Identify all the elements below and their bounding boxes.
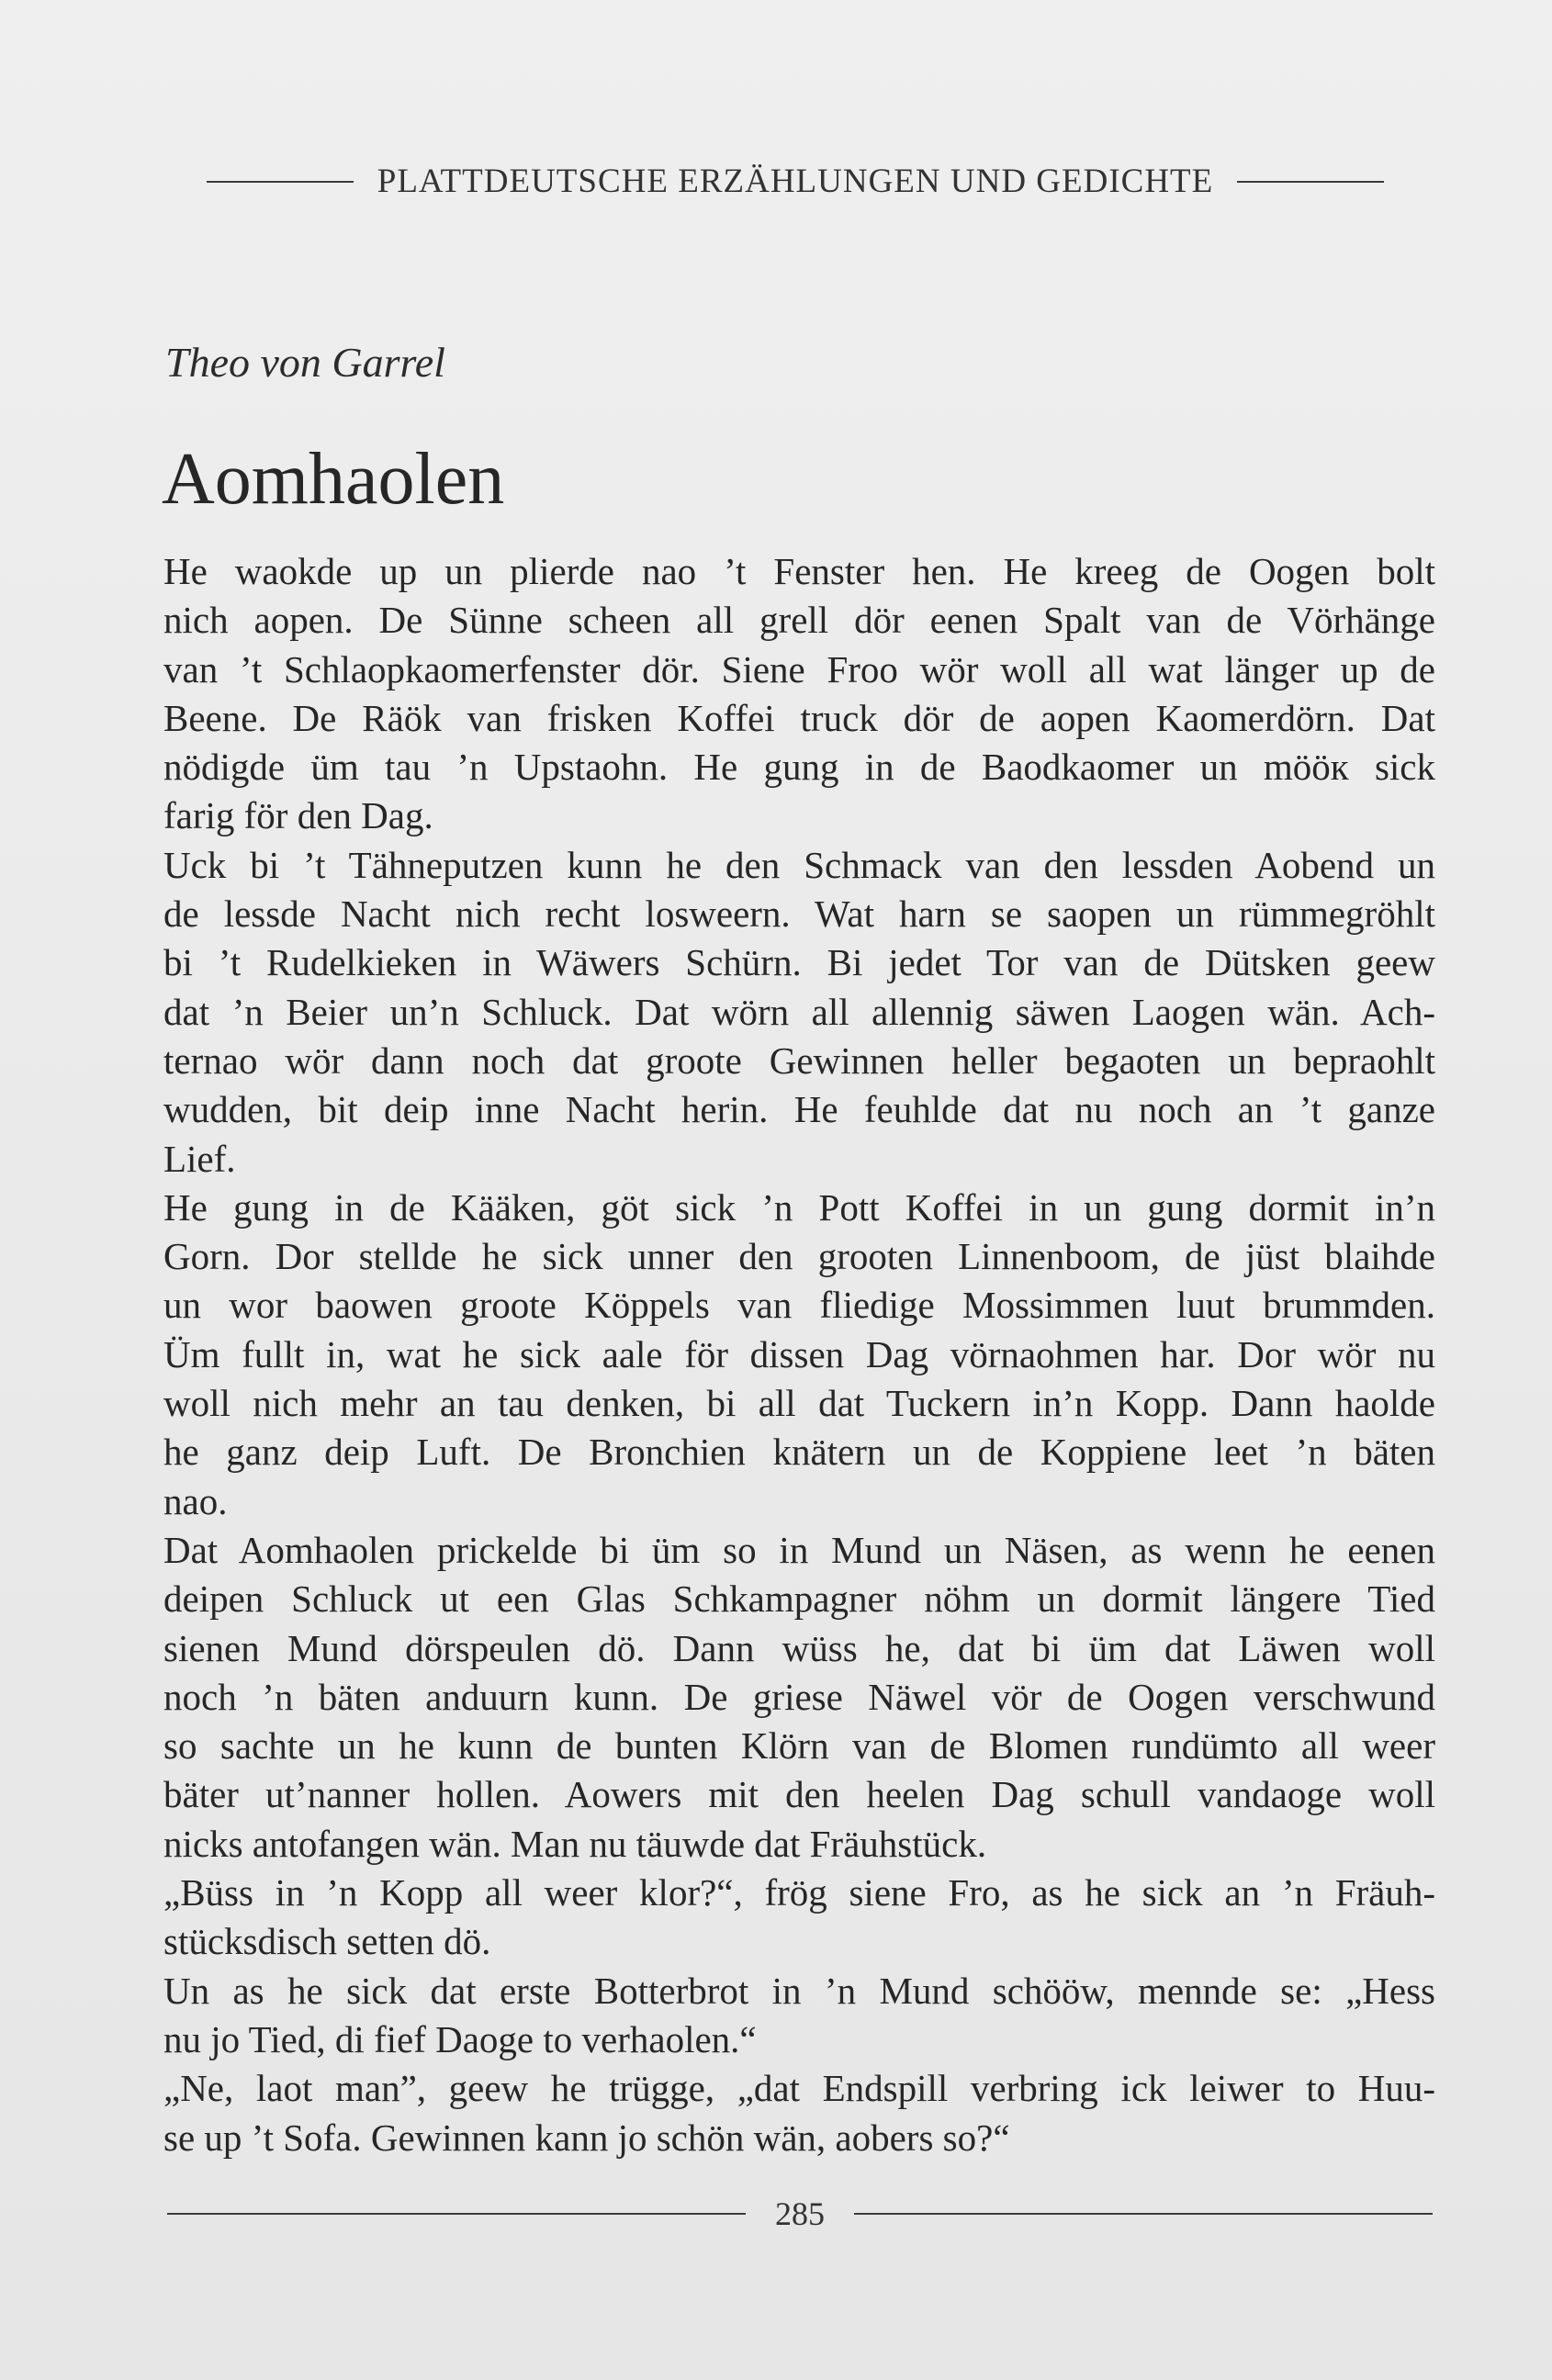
text-line: Üm fullt in, wat he sick aale för dissen Dag vörnaohmen har. Dor wör nu	[163, 1332, 1435, 1375]
text-line: Dat Aomhaolen prickelde bi üm so in Mund un Näsen, as wenn he eenen	[163, 1528, 1435, 1571]
footer-rule-right	[854, 2213, 1433, 2215]
header-rule-right	[1237, 181, 1384, 183]
text-line: bäter ut’nanner hollen. Aowers mit den heelen Dag schull vandaoge woll	[163, 1773, 1435, 1816]
text-line: Gorn. Dor stellde he sick unner den grooten Linnenboom, de jüst blaihde	[163, 1235, 1435, 1278]
text-line: nao.	[163, 1479, 228, 1522]
running-header	[161, 162, 1430, 201]
text-line: Lief.	[163, 1137, 236, 1180]
story-title: Aomhaolen	[162, 439, 505, 520]
text-line: nicks antofangen wän. Man nu täuwde dat Fräuhstück.	[163, 1822, 987, 1865]
page-number: 285	[775, 2195, 825, 2232]
text-line: wudden, bit deip inne Nacht herin. He feuhlde dat nu noch an ’t ganze	[163, 1088, 1435, 1131]
text-line: woll nich mehr an tau denken, bi all dat Tuckern in’n Kopp. Dann haolde	[163, 1382, 1435, 1425]
text-line: bi ’t Rudelkieken in Wäwers Schürn. Bi jedet Tor van de Dütsken geew	[163, 941, 1435, 984]
running-title: PLATTDEUTSCHE ERZÄHLUNGEN UND GEDICHTE	[377, 163, 1214, 200]
text-line: sienen Mund dörspeulen dö. Dann wüss he, dat bi üm dat Läwen woll	[163, 1626, 1435, 1669]
text-line: stücksdisch setten dö.	[163, 1920, 491, 1963]
author-name: Theo von Garrel	[165, 339, 445, 386]
story-body	[163, 547, 1435, 2162]
text-line: van ’t Schlaopkaomerfenster dör. Siene Froo wör woll all wat länger up de	[163, 647, 1435, 690]
header-rule-left	[207, 181, 354, 183]
text-line: nich aopen. De Sünne scheen all grell dör eenen Spalt van de Vörhänge	[163, 599, 1435, 642]
text-line: ternao wör dann noch dat groote Gewinnen heller begaoten un bepraohlt	[163, 1038, 1435, 1082]
text-line: nu jo Tied, di fief Daoge to verhaolen.“	[163, 2017, 757, 2060]
text-line: nödigde üm tau ’n Upstaohn. He gung in de Baodkaomer un mööк sick	[163, 746, 1435, 789]
text-line: He waokde up un plierde nao ’t Fenster hen. He kreeg de Oogen bolt	[163, 550, 1435, 592]
text-line: se up ’t Sofa. Gewinnen kann jo schön wän, aobers so?“	[163, 2116, 1010, 2159]
text-line: He gung in de Kääken, göt sick ’n Pott Koffei in un gung dormit in’n	[163, 1185, 1435, 1229]
footer-rule-left	[167, 2213, 746, 2215]
text-line: dat ’n Beier un’n Schluck. Dat wörn all allennig säwen Laogen wän. Ach-	[163, 990, 1435, 1033]
text-line: Beene. De Räök van frisken Koffei truck dör de aopen Kaomerdörn. Dat	[163, 696, 1435, 739]
text-line: de lessde Nacht nich recht losweern. Wat harn se saopen un rümmegröhlt	[163, 892, 1435, 936]
text-line: „Ne, laot man”, geew he trügge, „dat Endspill verbring ick leiwer to Huu-	[163, 2067, 1435, 2110]
page-footer	[167, 2195, 1433, 2233]
text-line: deipen Schluck ut een Glas Schkampagner nöhm un dormit längere Tied	[163, 1577, 1435, 1621]
text-line: un wor baowen groote Köppels van fliedige Mossimmen luut brummden.	[163, 1284, 1435, 1327]
text-line: farig för den Dag.	[163, 794, 433, 837]
text-line: „Büss in ’n Kopp all weer klor?“, frög siene Fro, as he sick an ’n Fräuh-	[163, 1871, 1435, 1914]
text-line: noch ’n bäten anduurn kunn. De griese Näwel vör de Oogen verschwund	[163, 1675, 1435, 1718]
text-line: Un as he sick dat erste Botterbrot in ’n Mund schööw, mennde se: „Hess	[163, 1969, 1435, 2012]
text-line: Uck bi ’t Tähneputzen kunn he den Schmack van den lessden Aobend un	[163, 843, 1435, 886]
text-line: so sachte un he kunn de bunten Klörn van de Blomen rundümto all weer	[163, 1724, 1435, 1768]
text-line: he ganz deip Luft. De Bronchien knätern un de Koppiene leet ’n bäten	[163, 1431, 1435, 1474]
